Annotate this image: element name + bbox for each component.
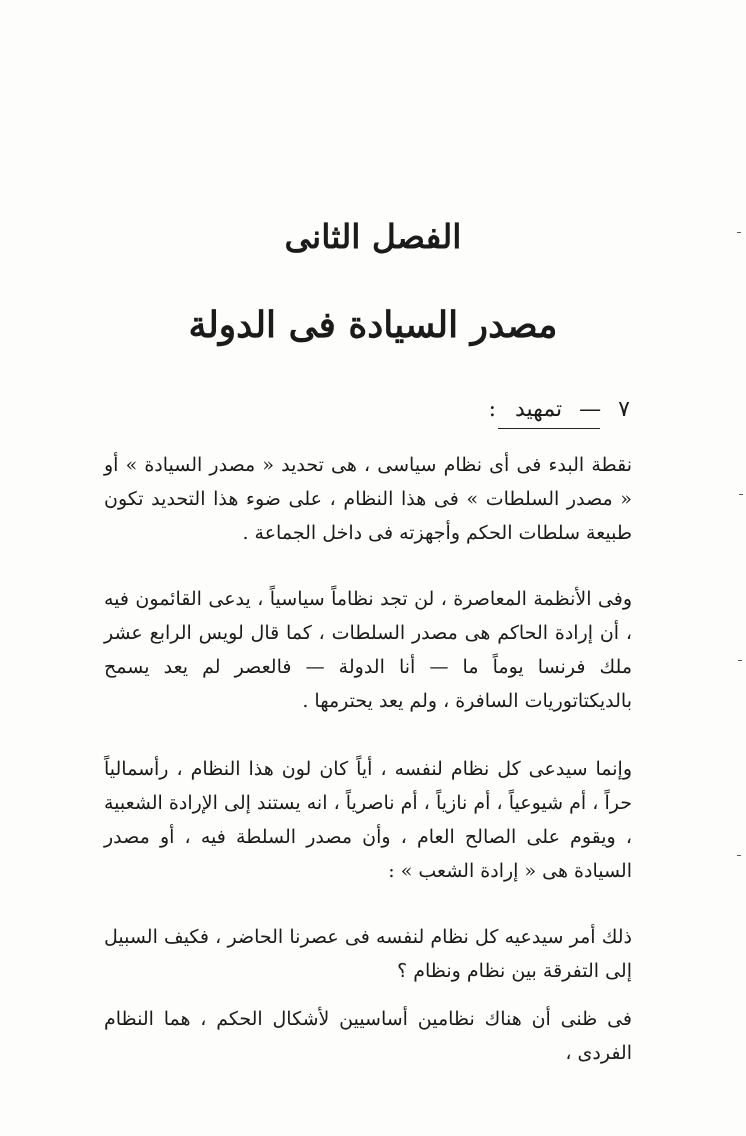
scan-mark <box>737 232 741 233</box>
subheading-label: تمهيد <box>515 397 563 422</box>
section-title: مصدر السيادة فى الدولة <box>188 304 558 346</box>
paragraph-4: ذلك أمر سيدعيه كل نظام لنفسه فى عصرنا الحاضر ، فكيف السبيل إلى التفرقة بين نظام ونظام ؟ <box>104 926 632 982</box>
paragraph-2: وفى الأنظمة المعاصرة ، لن تجد نظاماً سياسياً ، يدعى القائمون فيه ، أن إرادة الحاكم هى مصدر السلطات ، كما قال لويس الرابع عشر ملك فرنسا يوماً ما — أنا الدولة — فالعصر لم يعد يسمح بالديكتاتوريات السافرة ، ولم يعد يحترمها . <box>104 588 632 712</box>
paragraph-1: نقطة البدء فى أى نظام سياسى ، هى تحديد « مصدر السيادة » أو « مصدر السلطات » فى هذا النظام ، على ضوء هذا التحديد تكون طبيعة سلطات الحكم وأجهزته فى داخل الجماعة . <box>104 454 632 544</box>
chapter-title: الفصل الثانى <box>284 217 462 256</box>
scan-mark <box>737 855 741 856</box>
subheading-underline <box>498 428 600 429</box>
subheading-colon: : <box>488 397 496 422</box>
subheading-dash: — <box>579 397 602 422</box>
section-subheading <box>489 392 630 428</box>
paragraph-3: وإنما سيدعى كل نظام لنفسه ، أياً كان لون هذا النظام ، رأسمالياً حراً ، أم شيوعياً ، أم نازياً ، أم ناصرياً ، انه يستند إلى الإرادة الشعبية ، ويقوم على الصالح العام ، وأن مصدر السلطة فيه ، أو مصدر السيادة هى « إرادة الشعب » : <box>104 758 632 882</box>
subheading-number: ٧ <box>618 397 630 422</box>
paragraph-5: فى ظنى أن هناك نظامين أساسيين لأشكال الحكم ، هما النظام الفردى ، <box>104 1008 632 1064</box>
scan-mark <box>739 494 743 495</box>
scan-mark <box>738 660 742 661</box>
